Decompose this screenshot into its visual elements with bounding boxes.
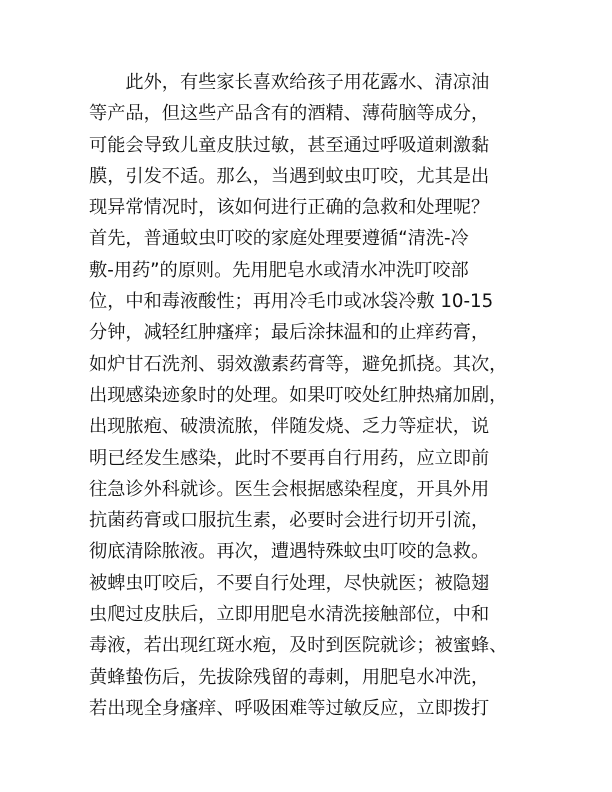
text-line: 分钟，减轻红肿瘙痒；最后涂抹温和的止痒药膏， [89, 322, 490, 344]
text-line: 等产品，但这些产品含有的酒精、薄荷脑等成分， [89, 103, 490, 125]
text-line: 可能会导致儿童皮肤过敏，甚至通过呼吸道刺激黏 [89, 134, 490, 156]
text-line: 虫爬过皮肤后，立即用肥皂水清洗接触部位，中和 [89, 604, 490, 626]
text-line: 位，中和毒液酸性；再用冷毛巾或冰袋冷敷 10-15 [89, 291, 494, 313]
body-paragraph [89, 67, 507, 724]
text-line: 出现感染迹象时的处理。如果叮咬处红肿热痛加剧， [89, 384, 508, 406]
text-line: 毒液，若出现红斑水疱，及时到医院就诊；被蜜蜂、 [89, 635, 508, 657]
text-line: 如炉甘石洗剂、弱效激素药膏等，避免抓挠。其次， [89, 353, 508, 375]
text-line: 黄蜂蛰伤后，先拔除残留的毒刺，用肥皂水冲洗， [89, 666, 490, 688]
text-line: 抗菌药膏或口服抗生素，必要时会进行切开引流， [89, 510, 490, 532]
text-line: 往急诊外科就诊。医生会根据感染程度，开具外用 [89, 478, 490, 500]
text-line: 若出现全身瘙痒、呼吸困难等过敏反应，立即拨打 [89, 697, 490, 719]
text-line: 明已经发生感染，此时不要再自行用药，应立即前 [89, 447, 490, 469]
text-line: 现异常情况时，该如何进行正确的急救和处理呢？ [89, 197, 490, 219]
text-line: 被蜱虫叮咬后，不要自行处理，尽快就医；被隐翅 [89, 572, 490, 594]
text-line: 彻底清除脓液。再次，遭遇特殊蚊虫叮咬的急救。 [89, 541, 490, 563]
text-line: 敷-用药”的原则。先用肥皂水或清水冲洗叮咬部 [89, 259, 469, 281]
text-line: 出现脓疱、破溃流脓，伴随发烧、乏力等症状，说 [89, 416, 490, 438]
text-line: 首先，普通蚊虫叮咬的家庭处理要遵循“清洗-冷 [89, 228, 469, 250]
text-line: 膜，引发不适。那么，当遇到蚊虫叮咬，尤其是出 [89, 165, 490, 187]
text-line: 此外，有些家长喜欢给孩子用花露水、清凉油 [89, 72, 490, 93]
